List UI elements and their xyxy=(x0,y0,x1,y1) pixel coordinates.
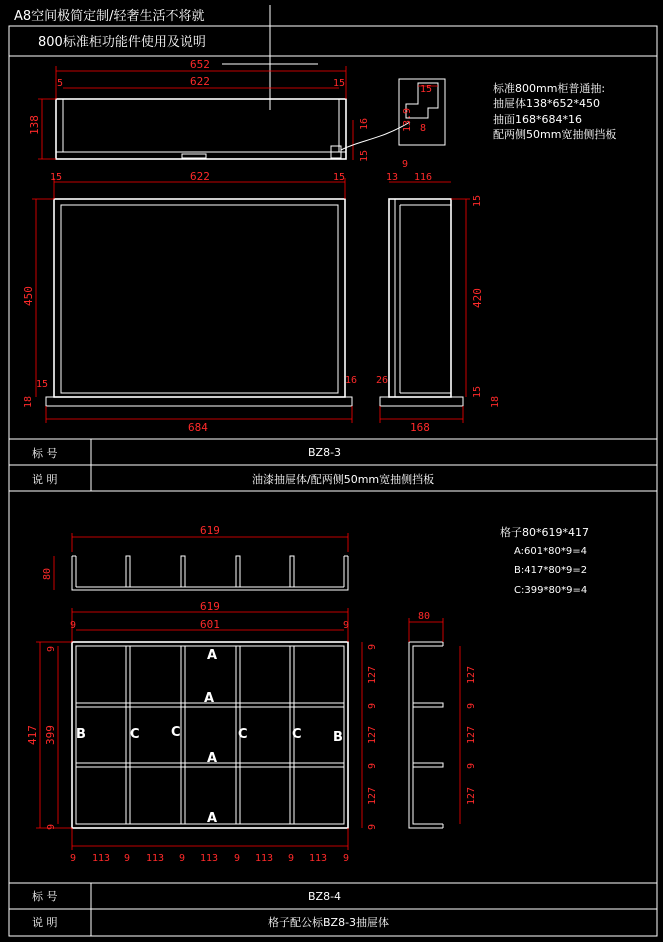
front-dim-450: 450 xyxy=(22,286,35,306)
grid-note-4: C:399*80*9=4 xyxy=(514,585,588,596)
detail-callout xyxy=(399,79,445,145)
dim-16-side: 16 xyxy=(359,117,370,130)
front-dim-15-corner: 15 xyxy=(36,379,49,390)
grid-col-dim-6: 9 xyxy=(234,853,241,864)
side-dim-18: 18 xyxy=(490,395,501,408)
strip-dim-619: 619 xyxy=(200,524,220,537)
dim-622: 622 xyxy=(190,75,210,88)
table1-desc-label: 说 明 xyxy=(32,473,58,486)
side-dim-13: 13 xyxy=(386,172,399,183)
grid-side-view xyxy=(409,611,477,828)
sheet-title: A8空间极简定制/轻奢生活不将就 xyxy=(14,9,205,24)
grid-col-dim-2: 9 xyxy=(124,853,131,864)
front-dim-15-r: 15 xyxy=(333,172,346,183)
side-dim-168: 168 xyxy=(410,421,430,434)
grid-note-2: A:601*80*9=4 xyxy=(514,546,587,557)
table2-desc-value: 格子配公标BZ8-3抽屉体 xyxy=(268,916,390,929)
side-dim-9: 9 xyxy=(402,159,409,170)
grid-row-dim-2: 9 xyxy=(367,702,378,709)
table2-code-value: BZ8-4 xyxy=(308,890,342,903)
grid-dim-399: 399 xyxy=(44,725,57,745)
detail-dim-15: 15 xyxy=(420,84,433,95)
side-grid-row-4: 127 xyxy=(466,786,477,805)
grid-top-strip xyxy=(42,524,348,590)
grid-dim-9-l: 9 xyxy=(70,620,77,631)
grid-col-dim-5: 113 xyxy=(200,853,219,864)
mark-c-3: C xyxy=(238,727,248,742)
note-line-1: 标准800mm柜普通抽: xyxy=(493,82,606,95)
side-grid-row-3: 9 xyxy=(466,762,477,769)
grid-col-dim-1: 113 xyxy=(92,853,111,864)
strip-dim-80: 80 xyxy=(42,567,53,580)
dim-5: 5 xyxy=(57,78,64,89)
front-dim-684: 684 xyxy=(188,421,208,434)
grid-note-3: B:417*80*9=2 xyxy=(514,565,588,576)
table1-code-value: BZ8-3 xyxy=(308,446,342,459)
front-dim-15-l: 15 xyxy=(50,172,63,183)
grid-col-dim-4: 9 xyxy=(179,853,186,864)
mark-c-1: C xyxy=(130,727,140,742)
dim-652: 652 xyxy=(190,58,210,71)
table1-desc-value: 油漆抽屉体/配两侧50mm宽抽侧挡板 xyxy=(252,473,435,486)
mark-a-2: A xyxy=(204,691,215,706)
mark-c-4: C xyxy=(292,727,302,742)
grid-row-dim-5: 127 xyxy=(367,786,378,805)
grid-row-dim-0: 9 xyxy=(367,643,378,650)
dim-15-side: 15 xyxy=(359,149,370,162)
top-view xyxy=(28,58,410,162)
side-dim-116: 116 xyxy=(414,172,433,183)
handle-slot xyxy=(182,154,206,158)
table2-desc-label: 说 明 xyxy=(32,916,58,929)
side-dim-26: 26 xyxy=(376,375,389,386)
side-grid-dim-80: 80 xyxy=(418,611,431,622)
table-bz8-3 xyxy=(9,439,657,491)
grid-col-dim-7: 113 xyxy=(255,853,274,864)
front-dim-622: 622 xyxy=(190,170,210,183)
grid-col-dim-9: 113 xyxy=(309,853,328,864)
mark-b-1: B xyxy=(76,727,86,742)
side-dim-15-top: 15 xyxy=(472,194,483,207)
side-dim-15-bottom: 15 xyxy=(472,385,483,398)
grid-col-dim-10: 9 xyxy=(343,853,350,864)
table1-code-label: 标 号 xyxy=(32,447,58,460)
grid-dim-619: 619 xyxy=(200,600,220,613)
front-view xyxy=(22,170,357,434)
side-grid-row-1: 9 xyxy=(466,702,477,709)
grid-dim-9-r: 9 xyxy=(343,620,350,631)
front-dim-16-corner: 16 xyxy=(345,375,358,386)
detail-dim-13-9: 13.9 xyxy=(402,107,413,132)
grid-col-dim-0: 9 xyxy=(70,853,77,864)
grid-dim-417: 417 xyxy=(26,725,39,745)
grid-dim-9-top: 9 xyxy=(46,645,57,652)
note-line-3: 抽面168*684*16 xyxy=(493,113,582,126)
mark-b-2: B xyxy=(333,730,343,745)
note-line-4: 配两侧50mm宽抽侧挡板 xyxy=(493,128,617,141)
dim-15-top: 15 xyxy=(333,78,346,89)
grid-row-dim-3: 127 xyxy=(367,725,378,744)
mark-a-3: A xyxy=(207,751,218,766)
grid-row-dim-4: 9 xyxy=(367,762,378,769)
table-bz8-4 xyxy=(9,883,657,936)
note-line-2: 抽屉体138*652*450 xyxy=(493,97,600,110)
grid-front-view xyxy=(26,600,378,864)
side-grid-row-2: 127 xyxy=(466,725,477,744)
grid-row-dim-6: 9 xyxy=(367,823,378,830)
mark-c-2: C xyxy=(171,725,181,740)
mark-a-1: A xyxy=(207,648,218,663)
side-view xyxy=(376,159,501,434)
side-grid-row-0: 127 xyxy=(466,665,477,684)
grid-dim-601: 601 xyxy=(200,618,220,631)
detail-dim-8: 8 xyxy=(420,123,427,134)
mark-a-4: A xyxy=(207,811,218,826)
grid-row-dim-1: 127 xyxy=(367,665,378,684)
dim-138: 138 xyxy=(28,115,41,135)
sheet-subtitle: 800标准柜功能件使用及说明 xyxy=(38,35,206,50)
grid-dim-9-bottom: 9 xyxy=(46,823,57,830)
grid-note-1: 格子80*619*417 xyxy=(500,526,589,539)
grid-col-dim-8: 9 xyxy=(288,853,295,864)
grid-col-dim-3: 113 xyxy=(146,853,165,864)
side-dim-420: 420 xyxy=(471,288,484,308)
front-dim-18: 18 xyxy=(23,395,34,408)
table2-code-label: 标 号 xyxy=(32,890,58,903)
